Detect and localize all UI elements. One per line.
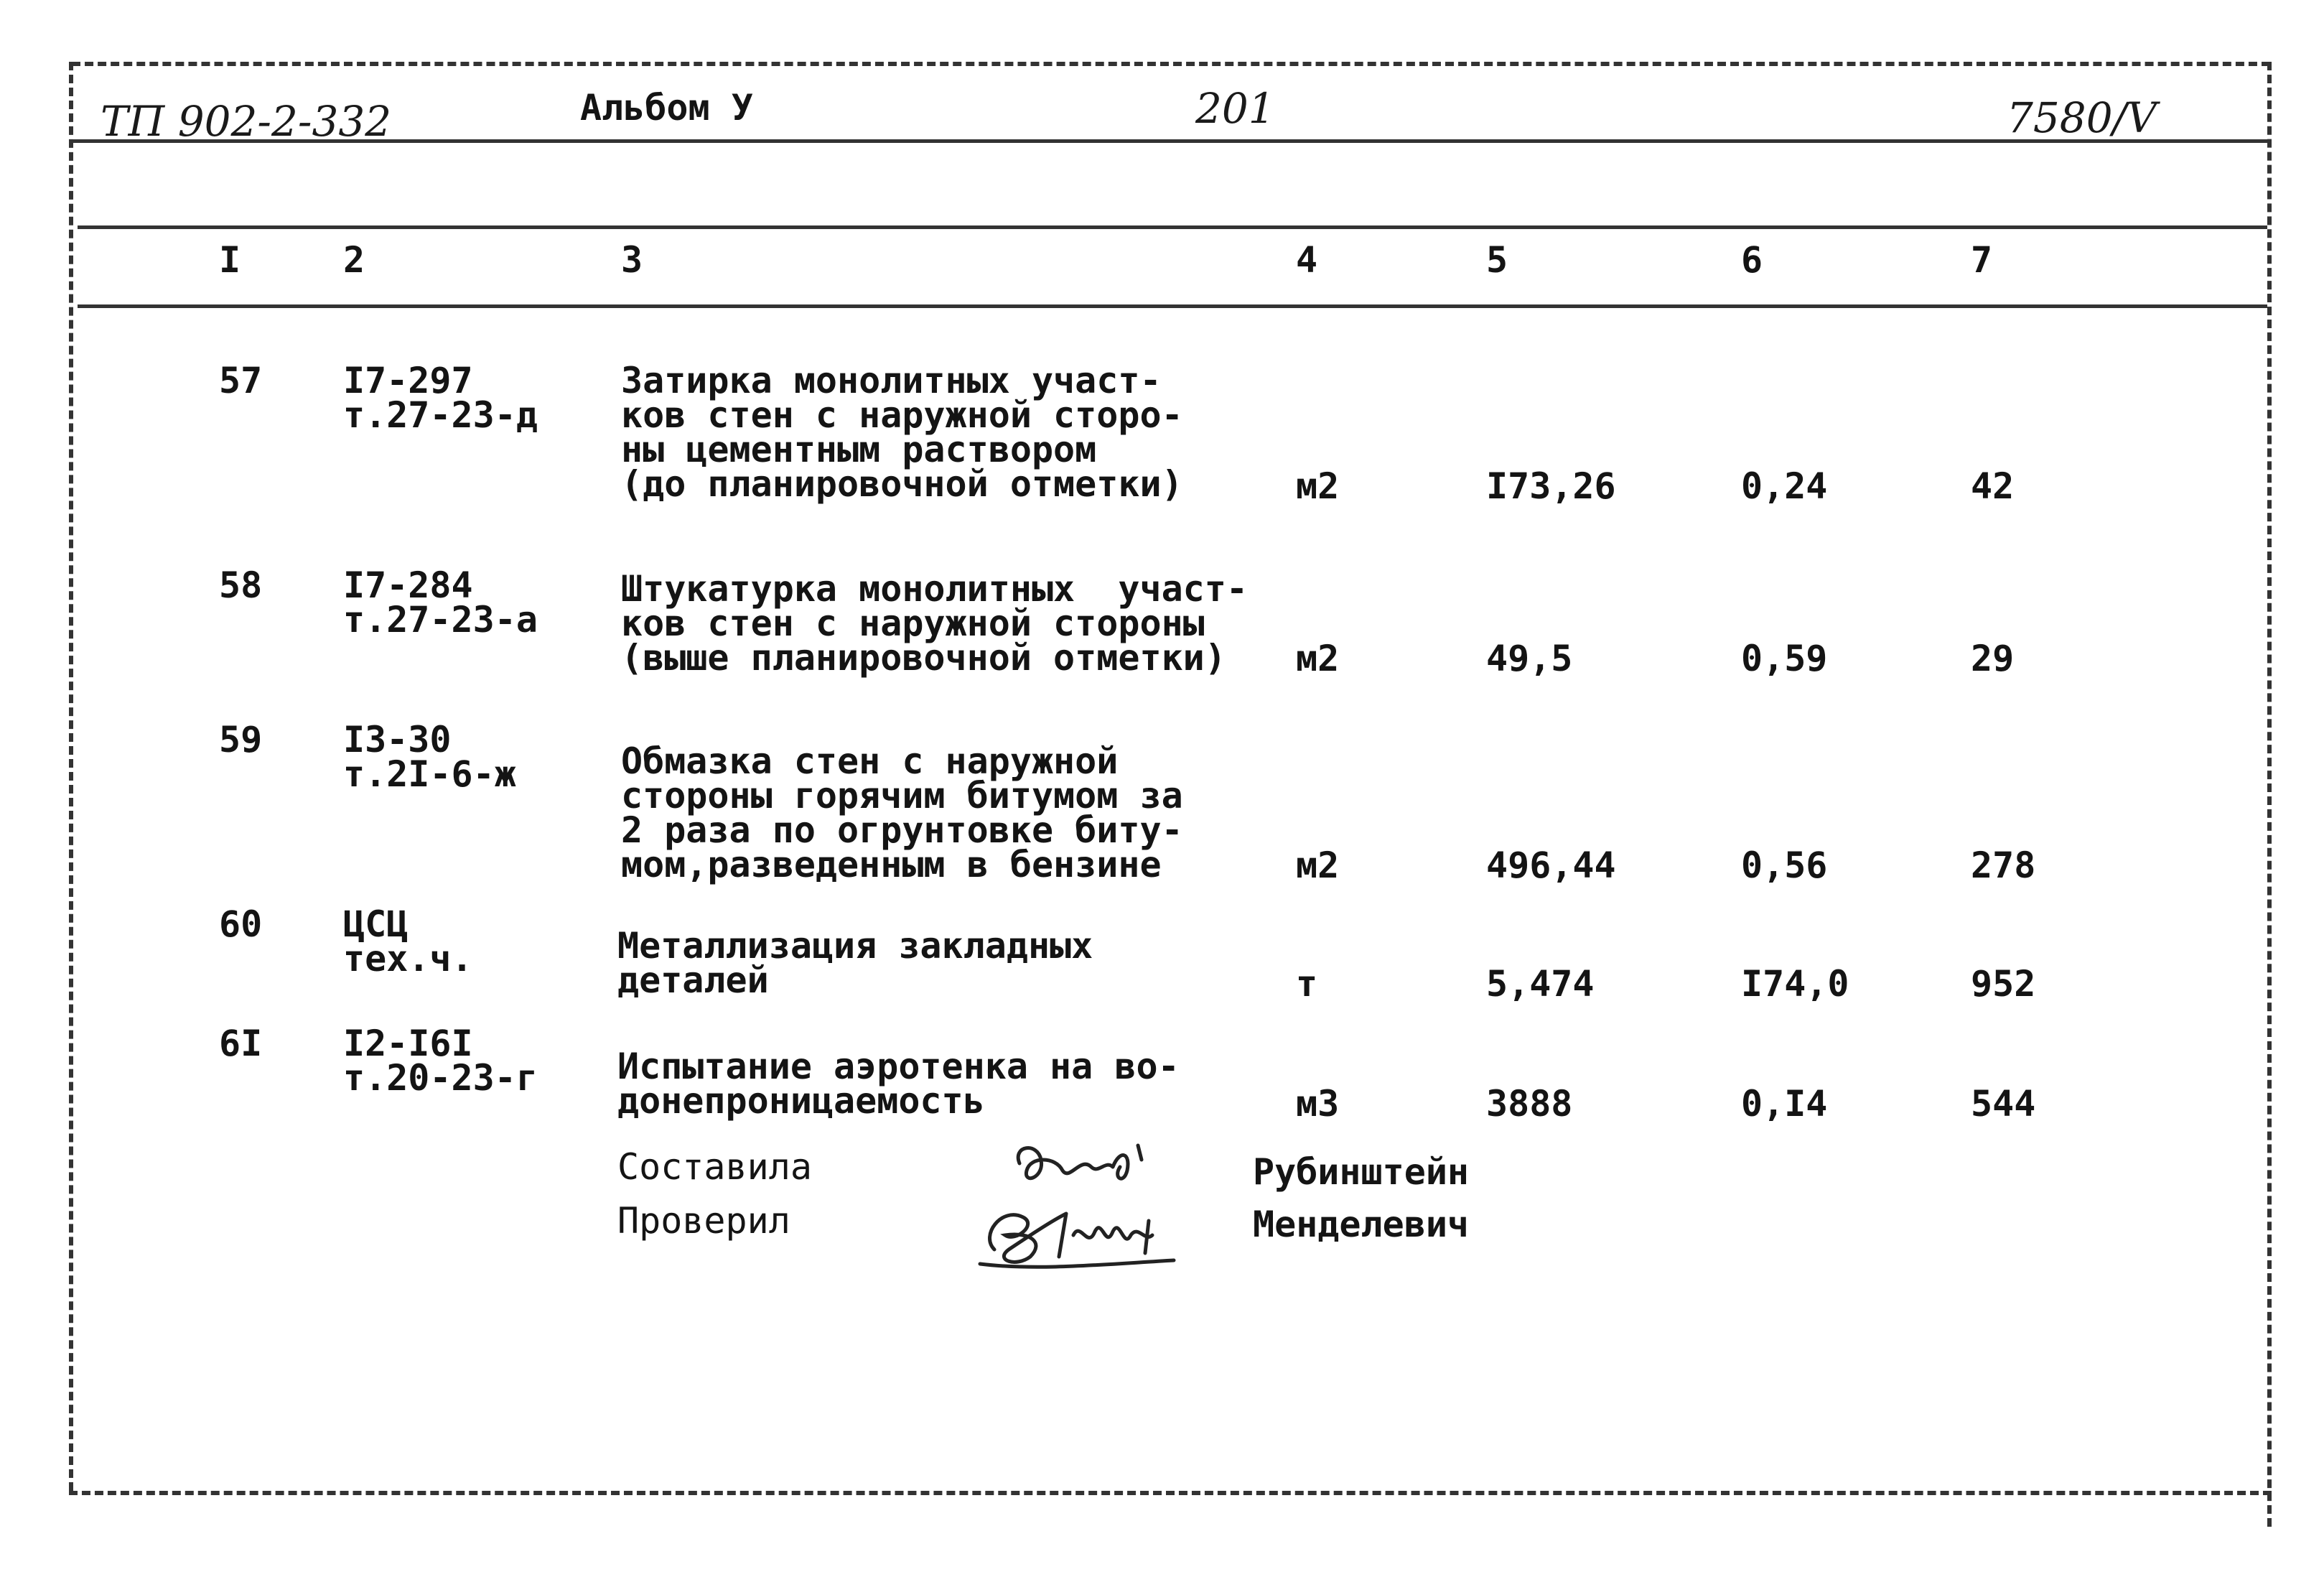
row-rate: 0,24: [1741, 465, 1828, 507]
column-header-3: 3: [621, 239, 643, 281]
row-code-line: т.27-23-д: [343, 394, 538, 436]
signature-role: Составила: [617, 1146, 812, 1188]
row-unit: м2: [1296, 638, 1340, 679]
row-description-line: донепроницаемость: [617, 1080, 985, 1122]
row-quantity: 49,5: [1486, 638, 1573, 679]
row-total: 544: [1971, 1083, 2036, 1125]
column-header-1: I: [219, 239, 241, 281]
row-number: 59: [219, 719, 263, 760]
row-description-line: Испытание аэротенка на во-: [617, 1046, 1180, 1087]
row-quantity: 3888: [1486, 1083, 1573, 1125]
row-description-line: 2 раза по огрунтовке биту-: [621, 809, 1183, 851]
row-code-line: тех.ч.: [343, 938, 473, 980]
row-unit: м2: [1296, 465, 1340, 507]
handwritten-signature-1: [1005, 1135, 1192, 1199]
column-header-5: 5: [1486, 239, 1508, 281]
row-code-line: I7-297: [343, 360, 473, 401]
row-number: 57: [219, 360, 263, 401]
signature-role: Проверил: [617, 1200, 790, 1242]
row-rate: I74,0: [1741, 963, 1849, 1005]
column-header-2: 2: [343, 239, 365, 281]
row-quantity: 5,474: [1486, 963, 1595, 1005]
album-label: Альбом У: [580, 87, 753, 129]
handwritten-signature-2: [966, 1192, 1188, 1278]
row-total: 952: [1971, 963, 2036, 1005]
header-rule: [72, 139, 2267, 143]
row-description-line: деталей: [617, 959, 769, 1001]
row-description-line: мом,разведенным в бензине: [621, 844, 1162, 885]
row-description-line: ны цементным раствором: [621, 429, 1097, 470]
row-number: 58: [219, 564, 263, 606]
doc-code: ТП 902-2-332: [101, 97, 392, 146]
signature-name: Менделевич: [1253, 1204, 1470, 1245]
frame-left-border: [69, 62, 73, 1491]
column-header-4: 4: [1296, 239, 1318, 281]
page-number: 201: [1195, 84, 1275, 133]
row-total: 278: [1971, 845, 2036, 886]
row-description-line: Металлизация закладных: [617, 925, 1093, 967]
row-description-line: Штукатурка монолитных участ-: [621, 568, 1248, 610]
row-code-line: I3-30: [343, 719, 452, 760]
column-header-7: 7: [1971, 239, 1993, 281]
row-unit: м2: [1296, 845, 1340, 886]
row-description-line: (до планировочной отметки): [621, 463, 1183, 505]
row-description-line: ков стен с наружной сторо-: [621, 394, 1183, 436]
row-quantity: 496,44: [1486, 845, 1616, 886]
row-code-line: т.20-23-г: [343, 1057, 538, 1099]
column-header-top-rule: [78, 225, 2267, 229]
row-description-line: (выше планировочной отметки): [621, 637, 1226, 679]
row-description-line: Обмазка стен с наружной: [621, 740, 1119, 782]
row-unit: т: [1296, 963, 1318, 1005]
row-code-line: I2-I6I: [343, 1023, 473, 1064]
row-code-line: т.27-23-а: [343, 599, 538, 641]
row-total: 42: [1971, 465, 2015, 507]
frame-top-border: [72, 62, 2270, 66]
row-code-line: I7-284: [343, 564, 473, 606]
inventory-number: 7580/V: [2007, 93, 2157, 142]
signature-name: Рубинштейн: [1253, 1151, 1470, 1193]
row-rate: 0,59: [1741, 638, 1828, 679]
row-unit: м3: [1296, 1083, 1340, 1125]
row-number: 6I: [219, 1023, 263, 1064]
row-description-line: ков стен с наружной стороны: [621, 603, 1205, 644]
column-header-bottom-rule: [78, 304, 2267, 308]
row-code-line: ЦСЦ: [343, 903, 409, 945]
column-header-6: 6: [1741, 239, 1763, 281]
frame-bottom-border: [69, 1491, 2272, 1495]
row-total: 29: [1971, 638, 2015, 679]
row-rate: 0,56: [1741, 845, 1828, 886]
row-rate: 0,I4: [1741, 1083, 1828, 1125]
row-code-line: т.2I-6-ж: [343, 753, 516, 795]
row-description-line: стороны горячим битумом за: [621, 775, 1183, 817]
row-quantity: I73,26: [1486, 465, 1616, 507]
row-description-line: Затирка монолитных участ-: [621, 360, 1162, 401]
row-number: 60: [219, 903, 263, 945]
frame-right-border: [2267, 62, 2272, 1527]
